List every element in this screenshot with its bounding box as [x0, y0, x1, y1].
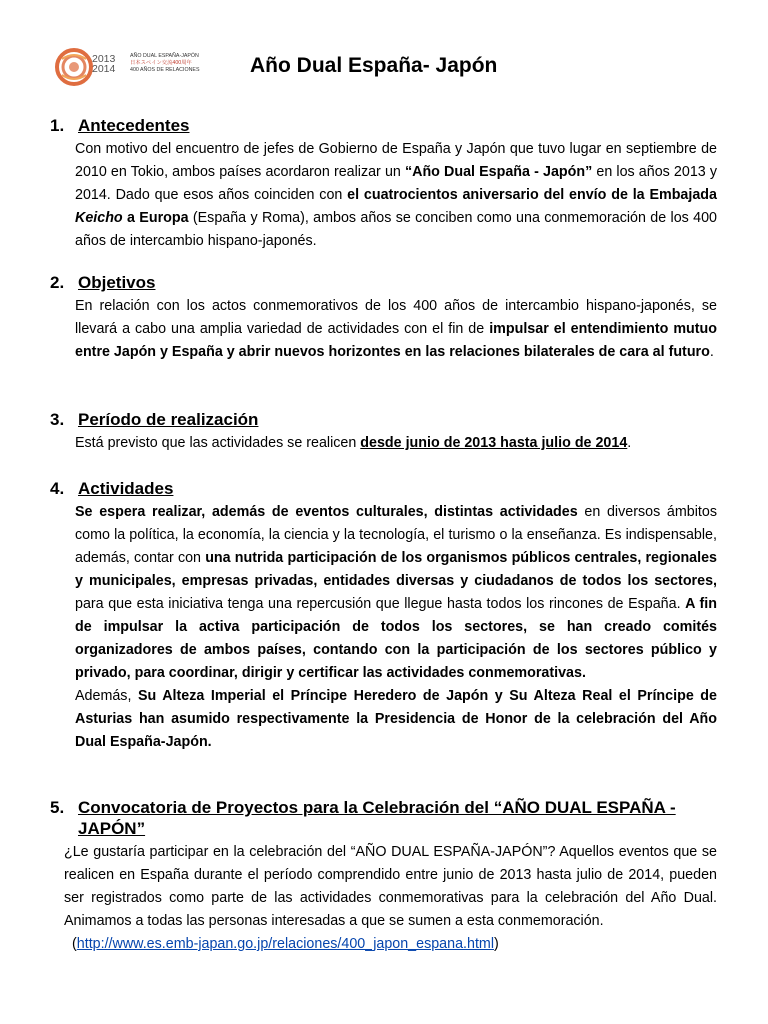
bold-run: Se espera realizar, además de eventos culturales, distintas actividades [75, 504, 578, 520]
bold-run: una nutrida participación de los organismos públicos centrales, regionales y municipales, empresas privadas, entidades diversas y ciudadanos de todos los sectores, [75, 550, 717, 589]
section-title: Período de realización [78, 410, 259, 429]
section-heading [50, 478, 722, 499]
paren-close: ) [494, 936, 499, 952]
paragraph [75, 432, 717, 455]
section-body [75, 138, 717, 253]
section-title: Objetivos [78, 273, 156, 292]
section-number: 5. [50, 798, 65, 817]
section-heading [50, 115, 722, 136]
text-run: para que esta iniciativa tenga una repercusión que llegue hasta todos los rincones de España. [75, 596, 686, 612]
bold-run: Su Alteza Imperial el Príncipe Heredero de Japón y Su Alteza Real el Príncipe de Asturias han asumido respectivamente la Presidencia de Honor de la celebración del Año Dual España-Japón. [75, 688, 717, 750]
section-periodo [50, 409, 722, 455]
section-antecedentes [50, 115, 722, 253]
section-body [75, 295, 717, 364]
section-body [64, 841, 717, 956]
text-run: En relación con los actos conmemorativos de los 400 años de intercambio hispano-japonés, se llevará a cabo una amplia variedad de actividades con el fin de [75, 298, 717, 337]
text-run: en los años 2013 y 2014. Dado que esos años coinciden con [75, 164, 717, 203]
section-heading [50, 409, 722, 430]
section-actividades [50, 478, 722, 754]
logo-line-1: AÑO DUAL ESPAÑA-JAPÓN [130, 53, 199, 59]
bold-run: a Europa [122, 210, 189, 226]
logo [54, 47, 224, 87]
bold-run: impulsar el entendimiento mutuo entre Japón y España y abrir nuevos horizontes en las relaciones bilaterales de cara al futuro [75, 321, 717, 360]
paragraph [75, 685, 717, 754]
logo-year-bottom: 2014 [92, 63, 116, 75]
text-run: (España y Roma), ambos años se conciben como una conmemoración de los 400 años de intercambio hispano-japonés. [75, 210, 717, 249]
text-run: . [627, 435, 632, 451]
text-run: Además, [75, 688, 138, 704]
section-body [75, 432, 717, 455]
paragraph: ¿Le gustaría participar en la celebración del “AÑO DUAL ESPAÑA-JAPÓN”? Aquellos eventos que se realicen en España durante el período comprendido entre junio de 2013 hasta julio de 2014, pueden ser registrados como parte de las actividades conmemorativas para la celebración del Año Dual. Animamos a todas las personas interesadas a que se sumen a esta conmemoración. [64, 844, 717, 929]
bold-underlined-run: desde junio de 2013 hasta julio de 2014 [360, 435, 628, 451]
section-convocatoria [50, 797, 722, 956]
bold-run: A fin de impulsar la activa participación de todos los sectores, se han creado comités organizadores de ambos países, contando con la participación de los sectores público y privado, para coordinar, dirigir y certificar las actividades conmemorativas. [75, 596, 718, 681]
link-line [72, 933, 717, 956]
section-heading [50, 272, 722, 293]
logo-line-3: 400 AÑOS DE RELACIONES [130, 67, 200, 73]
section-number: 2. [50, 273, 65, 292]
paragraph [75, 295, 717, 364]
logo-line-2: 日本スペイン交流400周年 [130, 60, 192, 66]
embassy-link[interactable]: http://www.es.emb-japan.go.jp/relaciones/400_japon_espana.html [76, 936, 495, 952]
text-run: Con motivo del encuentro de jefes de Gobierno de España y Japón que tuvo lugar en septiembre de 2010 en Tokio, ambos países acordaron realizar un [75, 141, 717, 180]
text-run: en diversos ámbitos como la política, la economía, la ciencia y la tecnología, el turismo o la enseñanza. Es indispensable, además, contar con [75, 504, 717, 566]
bold-run: el cuatrocientos aniversario del envío de la Embajada [347, 187, 717, 203]
paragraph [75, 501, 717, 685]
section-heading [50, 797, 722, 839]
bold-italic-run: Keicho [75, 210, 123, 226]
logo-text [130, 53, 199, 74]
section-title: Actividades [78, 479, 174, 498]
section-body [75, 501, 717, 754]
section-number: 4. [50, 479, 65, 498]
text-run: . [709, 344, 714, 360]
emblem-icon [54, 47, 94, 87]
section-objetivos [50, 272, 722, 364]
section-number: 1. [50, 116, 65, 135]
section-number: 3. [50, 410, 65, 429]
page-title: Año Dual España- Japón [250, 54, 498, 77]
section-title: Antecedentes [78, 116, 190, 135]
paren-open: ( [72, 936, 77, 952]
text-run: Está previsto que las actividades se realicen [75, 435, 361, 451]
logo-year-top: 2013 [92, 53, 116, 65]
paragraph [75, 138, 717, 253]
bold-run: “Año Dual España - Japón” [404, 164, 593, 180]
logo-years [92, 54, 115, 74]
section-title: Convocatoria de Proyectos para la Celebración del “AÑO DUAL ESPAÑA - JAPÓN” [78, 798, 676, 838]
